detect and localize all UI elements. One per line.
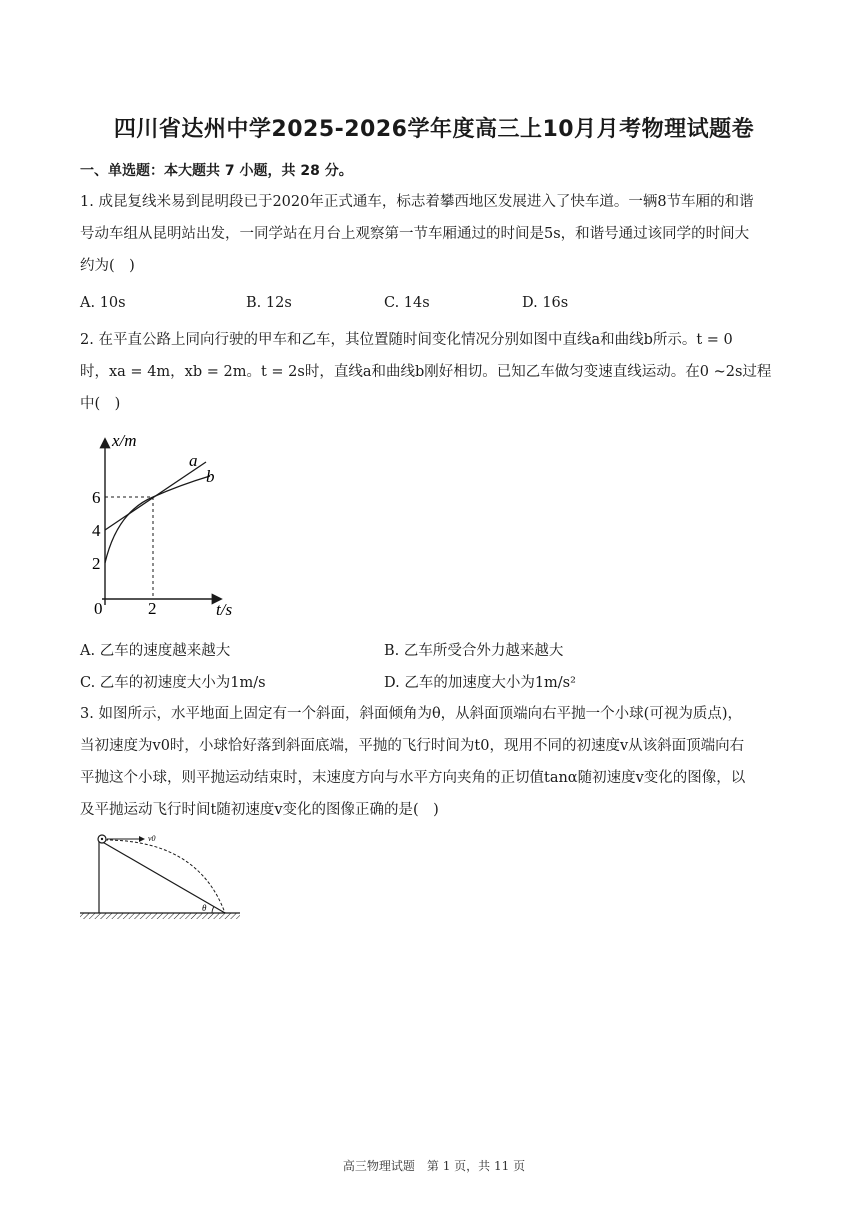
- q2-option-a: A. 乙车的速度越来越大: [80, 643, 231, 659]
- q2-option-b: B. 乙车所受合外力越来越大: [384, 643, 564, 659]
- question-1-line-2: 号动车组从昆明站出发，一同学站在月台上观察第一节车厢通过的时间是5s，和谐号通过该同学的时间大: [80, 226, 750, 242]
- question-3-line-3: 平抛这个小球，则平抛运动结束时，末速度方向与水平方向夹角的正切值tanα随初速度v变化的图像，以: [80, 770, 746, 786]
- question-1-line-3: 约为( ): [80, 258, 135, 274]
- x-tick-2: 2: [148, 599, 157, 618]
- question-2: [80, 324, 788, 420]
- angle-label: θ: [202, 903, 207, 913]
- q2-option-c: C. 乙车的初速度大小为1m/s: [80, 675, 266, 691]
- section-header: 一、单选题：本大题共 7 小题，共 28 分。: [80, 163, 353, 179]
- question-2-line-1: 2. 在平直公路上同向行驶的甲车和乙车，其位置随时间变化情况分别如图中直线a和曲线b所示。t = 0: [80, 332, 733, 348]
- y-tick-6: 6: [92, 488, 101, 507]
- y-axis-label: x/m: [112, 431, 137, 450]
- question-1-line-1: 1. 成昆复线米易到昆明段已于2020年正式通车，标志着攀西地区发展进入了快车道。一辆8节车厢的和谐: [80, 194, 754, 210]
- question-2-line-2: 时，xa = 4m，xb = 2m。t = 2s时，直线a和曲线b刚好相切。已知乙车做匀变速直线运动。在0 ~2s过程: [80, 364, 772, 380]
- angle-arc: [212, 907, 214, 914]
- velocity-label: v0: [148, 834, 156, 843]
- q1-option-b: B. 12s: [246, 295, 292, 311]
- question-3: [80, 698, 788, 826]
- line-a-label: a: [189, 451, 198, 470]
- question-3-line-2: 当初速度为v0时，小球恰好落到斜面底端，平抛的飞行时间为t0，现用不同的初速度v从该斜面顶端向右: [80, 738, 745, 754]
- page-title: 四川省达州中学2025-2026学年度高三上10月月考物理试题卷: [113, 117, 755, 142]
- position-time-graph: [80, 430, 270, 630]
- curve-b-label: b: [206, 467, 215, 486]
- q2-option-d: D. 乙车的加速度大小为1m/s²: [384, 675, 576, 691]
- ground-hatching: [80, 913, 240, 919]
- q1-option-c: C. 14s: [384, 295, 430, 311]
- question-3-line-4: 及平抛运动飞行时间t随初速度v变化的图像正确的是( ): [80, 802, 439, 818]
- ball-center: [101, 838, 103, 840]
- q1-option-d: D. 16s: [522, 295, 569, 311]
- y-tick-2: 2: [92, 554, 101, 573]
- incline-projectile-diagram: [78, 828, 248, 926]
- page-footer: 高三物理试题 第 1 页，共 11 页: [342, 1159, 526, 1173]
- x-axis-label: t/s: [216, 600, 233, 619]
- y-tick-4: 4: [92, 521, 101, 540]
- question-1: [80, 186, 788, 282]
- q1-option-a: A. 10s: [80, 295, 126, 311]
- question-3-line-1: 3. 如图所示，水平地面上固定有一个斜面，斜面倾角为θ，从斜面顶端向右平抛一个小球(可视为质点)，: [80, 706, 742, 722]
- question-2-line-3: 中( ): [80, 396, 121, 412]
- origin-label: 0: [94, 599, 103, 618]
